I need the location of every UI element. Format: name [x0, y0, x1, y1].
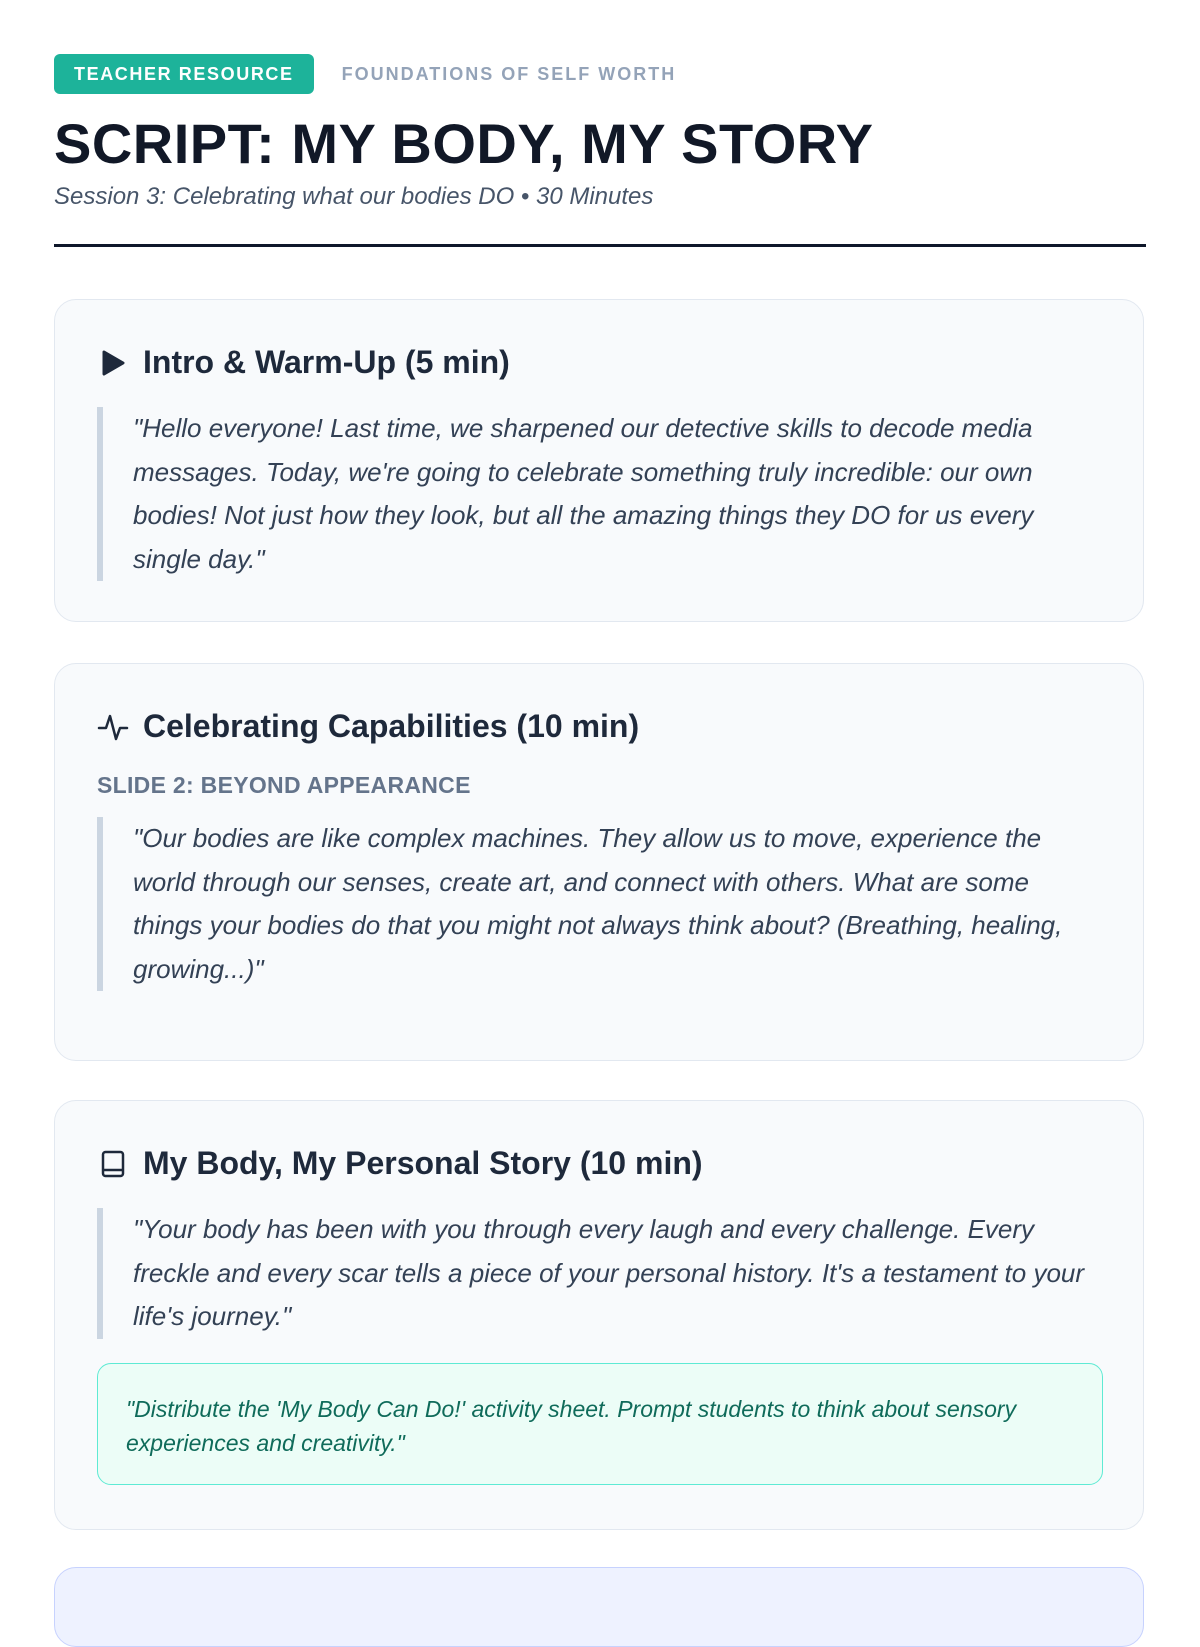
section-title: [97, 344, 510, 381]
header-divider: [54, 244, 1146, 247]
resource-badge: TEACHER RESOURCE: [54, 54, 314, 94]
page-header: [54, 54, 1146, 247]
script-quote: "Our bodies are like complex machines. They allow us to move, experience the world through our senses, create art, and connect with others. What are some things your bodies do that you might not always think about? (Breathing, healing, growing...)": [97, 817, 1103, 991]
script-quote: "Hello everyone! Last time, we sharpened our detective skills to decode media messages. Today, we're going to celebrate something truly incredible: our own bodies! Not just how they look, but all the amazing things they DO for us every single day.": [97, 407, 1103, 581]
page-title: SCRIPT: MY BODY, MY STORY: [54, 112, 874, 175]
section-card-next: [54, 1567, 1144, 1647]
section-title: [97, 708, 639, 745]
slide-label: SLIDE 2: BEYOND APPEARANCE: [97, 772, 471, 798]
script-quote: "Your body has been with you through every laugh and every challenge. Every freckle and every scar tells a piece of your personal history. It's a testament to your life's journey.": [97, 1208, 1103, 1339]
series-label: FOUNDATIONS OF SELF WORTH: [341, 63, 677, 84]
book-icon: [97, 1148, 129, 1180]
play-icon: [97, 347, 129, 379]
page-subtitle: Session 3: Celebrating what our bodies DO • 30 Minutes: [54, 183, 654, 210]
section-title-text: Celebrating Capabilities (10 min): [143, 708, 640, 744]
section-title-text: My Body, My Personal Story (10 min): [143, 1145, 703, 1181]
header-meta: [54, 54, 1146, 94]
section-card-personal-story: [54, 1100, 1144, 1530]
section-title: [97, 1145, 703, 1182]
section-card-capabilities: [54, 663, 1144, 1061]
teacher-note: "Distribute the 'My Body Can Do!' activity sheet. Prompt students to think about sensory experiences and creativity.": [97, 1363, 1103, 1485]
activity-pulse-icon: [97, 711, 129, 743]
section-title-text: Intro & Warm-Up (5 min): [143, 344, 510, 380]
section-card-intro: [54, 299, 1144, 622]
